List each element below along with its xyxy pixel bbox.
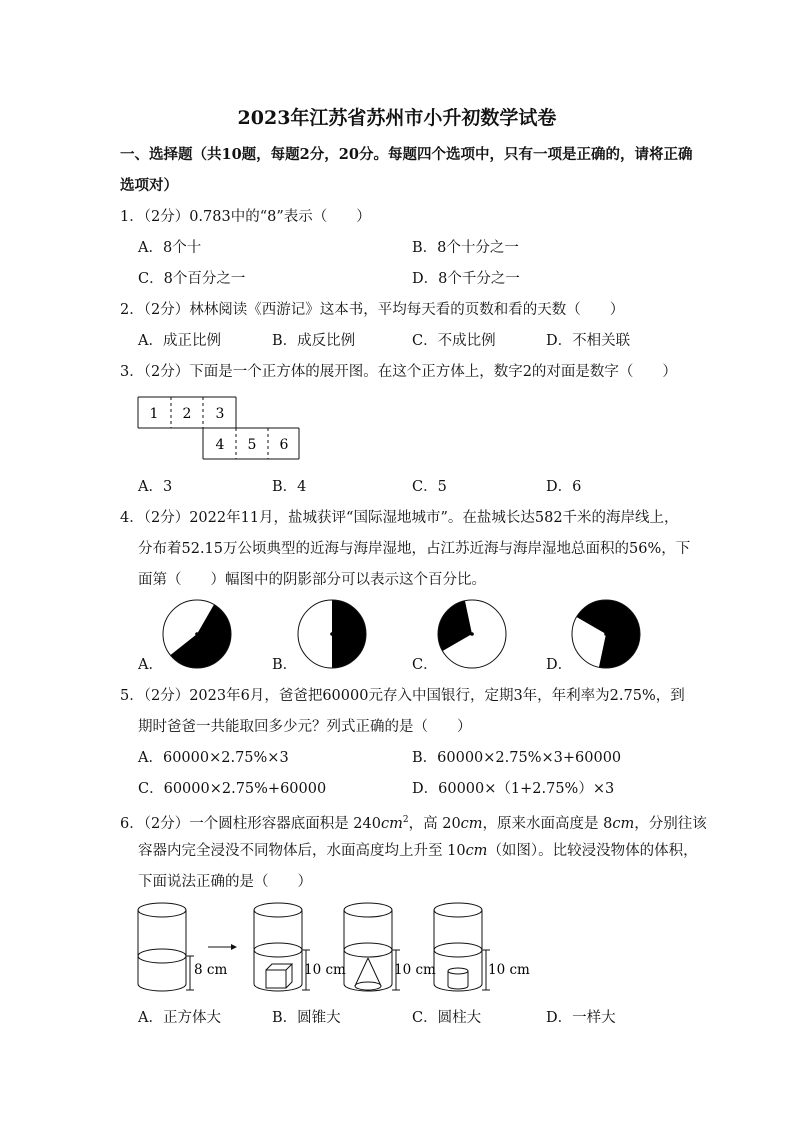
pie-center-dot	[195, 632, 199, 636]
question-4-line3: 面第（ ）幅图中的阴影部分可以表示这个百分比。	[138, 572, 486, 588]
label-10cm-cylinder: 10 cm	[488, 962, 530, 978]
question-5-option-a: A．60000×2.75%×3	[138, 750, 289, 766]
q6-l2-c: （如图）。比较浸没物体的体积，	[487, 843, 698, 859]
question-1-stem: 1．（2分）0.783中的“8”表示（ ）	[120, 209, 371, 225]
question-1-option-d: D．8个千分之一	[412, 271, 520, 287]
pie-shaded-sector	[332, 600, 366, 668]
q6-l1-unit1: cm	[381, 815, 403, 832]
pie-figure-b	[296, 598, 370, 672]
question-5-option-b: B．60000×2.75%×3+60000	[412, 750, 622, 766]
question-6-option-d: D．一样大	[546, 1010, 616, 1026]
q6-l1-unit2: cm	[460, 815, 483, 832]
question-2-option-d: D．不相关联	[546, 333, 631, 349]
net-face-5: 5	[247, 437, 257, 453]
question-3-option-d: D．6	[546, 479, 582, 495]
net-face-1: 1	[149, 406, 159, 422]
question-4-line1: 4．（2分）2022年11月，盐城获评“国际湿地城市”。在盐城长达582千米的海岸线上，	[120, 510, 679, 526]
question-5-option-c: C．60000×2.75%+60000	[138, 781, 327, 797]
net-face-6: 6	[279, 437, 289, 453]
q6-l1-c: ，高 20	[408, 815, 461, 832]
section-heading-line1: 一、选择题（共10题，每题2分，20分。每题四个选项中，只有一项是正确的，请将正确	[120, 146, 693, 163]
question-5-line1: 5．（2分）2023年6月，爸爸把60000元存入中国银行，定期3年，年利率为2.75%，到	[120, 688, 685, 704]
pie-shaded-sector	[438, 601, 472, 651]
q6-l1-a: 6．（2分）一个圆柱形容器底面积是 240	[120, 815, 381, 832]
question-4-option-a: A．	[138, 657, 163, 673]
question-3-option-b: B．4	[272, 479, 307, 495]
question-2-option-a: A．成正比例	[138, 333, 221, 349]
cylinder-4	[434, 903, 482, 991]
pie-figure-c	[436, 598, 510, 672]
question-6-line3: 下面说法正确的是（ ）	[138, 874, 312, 890]
question-4-option-c: C．	[412, 657, 438, 673]
pie-center-dot	[330, 632, 334, 636]
pie-figure-d	[570, 598, 644, 672]
question-2-stem: 2．（2分）林林阅读《西游记》这本书，平均每天看的页数和看的天数（ ）	[120, 302, 625, 318]
question-4-option-d: D．	[546, 657, 573, 673]
cylinder-figures	[130, 898, 690, 998]
question-6-option-a: A．正方体大	[138, 1010, 221, 1026]
question-6-option-b: B．圆锥大	[272, 1010, 341, 1026]
question-4-line2: 分布着52.15万公顷典型的近海与海岸湿地，占江苏近海与海岸湿地总面积的56%，下	[138, 541, 691, 557]
section-heading-line2: 选项对）	[120, 177, 178, 194]
question-5-line2: 期时爸爸一共能取回多少元？列式正确的是（ ）	[138, 719, 472, 735]
pie-shaded-sector	[170, 605, 231, 668]
net-face-4: 4	[215, 437, 225, 453]
question-3-stem: 3．（2分）下面是一个正方体的展开图。在这个正方体上，数字2的对面是数字（ ）	[120, 364, 677, 380]
q6-l1-sup: 2	[402, 815, 409, 825]
cylinder-2	[254, 903, 302, 991]
label-10cm-cube: 10 cm	[304, 962, 346, 978]
question-3-option-a: A．3	[138, 479, 173, 495]
pie-figure-a	[161, 598, 235, 672]
question-4-option-b: B．	[272, 657, 298, 673]
question-2-option-b: B．成反比例	[272, 333, 356, 349]
cylinder-1	[138, 903, 186, 991]
pie-center-dot	[470, 632, 474, 636]
pie-center-dot	[604, 632, 608, 636]
question-1-option-a: A．8个十	[138, 240, 202, 256]
net-face-2: 2	[182, 406, 192, 422]
q6-l1-g: ，分别往该	[634, 815, 707, 832]
q6-l1-unit3: cm	[612, 815, 635, 832]
question-1-option-c: C．8个百分之一	[138, 271, 246, 287]
label-8cm: 8 cm	[194, 962, 228, 978]
question-1-option-b: B．8个十分之一	[412, 240, 519, 256]
q6-l2-unit: cm	[465, 843, 488, 859]
question-3-option-c: C．5	[412, 479, 447, 495]
question-2-option-c: C．不成比例	[412, 333, 496, 349]
cube-net-figure	[138, 397, 302, 463]
q6-l1-e: ，原来水面高度是 8	[482, 815, 613, 832]
question-6-option-c: C．圆柱大	[412, 1010, 482, 1026]
question-6-line2	[138, 841, 698, 861]
page-title: 2023年江苏省苏州市小升初数学试卷	[237, 107, 557, 129]
cylinder-3	[344, 903, 392, 991]
question-6-line1	[120, 810, 707, 834]
q6-l2-a: 容器内完全浸没不同物体后，水面高度均上升至 10	[138, 843, 466, 859]
label-10cm-cone: 10 cm	[394, 962, 436, 978]
question-5-option-d: D．60000×（1+2.75%）×3	[412, 781, 615, 797]
net-face-3: 3	[215, 406, 225, 422]
